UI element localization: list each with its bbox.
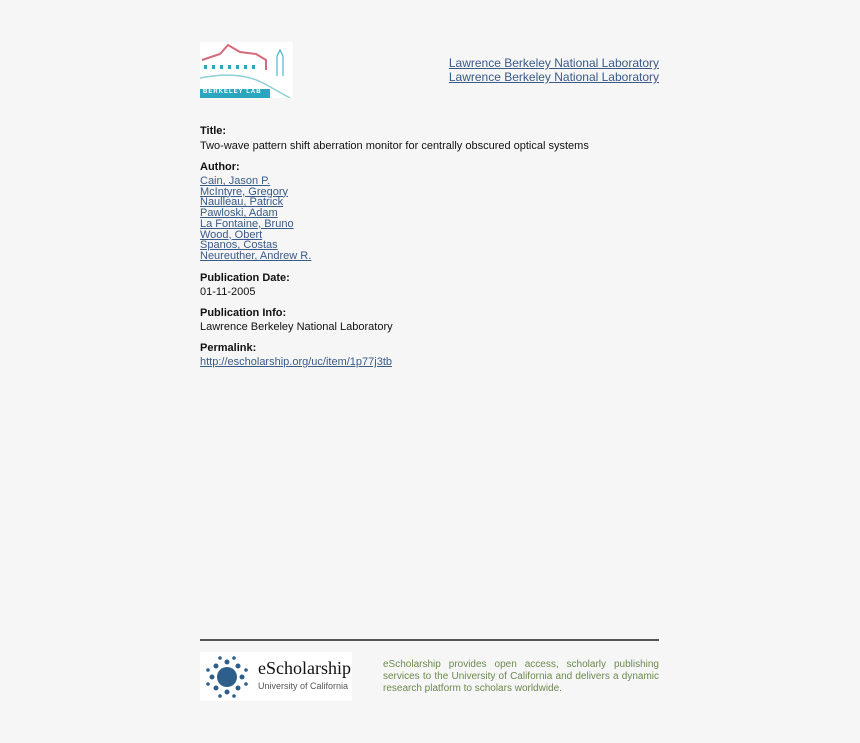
author-link[interactable]: Neureuther, Andrew R.: [200, 249, 312, 262]
footer-divider: [200, 639, 659, 641]
title-label: Title:: [200, 125, 227, 137]
author-link[interactable]: McIntyre, Gregory: [200, 185, 289, 198]
header-links: [449, 56, 659, 84]
logo-text: BERKELEY LAB: [203, 89, 262, 95]
permalink-link[interactable]: http://escholarship.org/uc/item/1p77j3tb: [200, 356, 393, 368]
publication-info-value: Lawrence Berkeley National Laboratory: [200, 321, 393, 333]
header-link-lbnl-2[interactable]: Lawrence Berkeley National Laboratory: [448, 70, 659, 84]
footer-description: eScholarship provides open access, scholarly publishing services to the University of California and delivers a dynamic research platform to scholars worldwide.: [383, 659, 659, 694]
author-link[interactable]: Pawloski, Adam: [200, 207, 278, 220]
escholarship-logo-title: eScholarship: [258, 658, 351, 678]
header-link-lbnl[interactable]: Lawrence Berkeley National Laboratory: [448, 56, 659, 70]
permalink-label: Permalink:: [200, 342, 257, 354]
publication-date-label: Publication Date:: [200, 272, 290, 284]
author-link[interactable]: La Fontaine, Bruno: [200, 217, 294, 230]
author-label: Author:: [200, 161, 240, 173]
escholarship-logo: [200, 652, 352, 701]
berkeley-lab-logo: [200, 42, 293, 98]
escholarship-logo-subtitle: University of California: [258, 681, 349, 691]
author-link[interactable]: Cain, Jason P.: [200, 175, 271, 187]
publication-info-label: Publication Info:: [200, 307, 287, 319]
author-link[interactable]: Wood, Obert: [200, 228, 263, 241]
escholarship-burst-icon: [204, 654, 250, 700]
publication-date-value: 01-11-2005: [200, 286, 256, 298]
author-link[interactable]: Naulleau, Patrick: [200, 196, 284, 209]
author-list: [200, 176, 311, 262]
author-link[interactable]: Spanos, Costas: [200, 239, 278, 252]
title-value: Two-wave pattern shift aberration monitor for centrally obscured optical systems: [200, 140, 589, 152]
